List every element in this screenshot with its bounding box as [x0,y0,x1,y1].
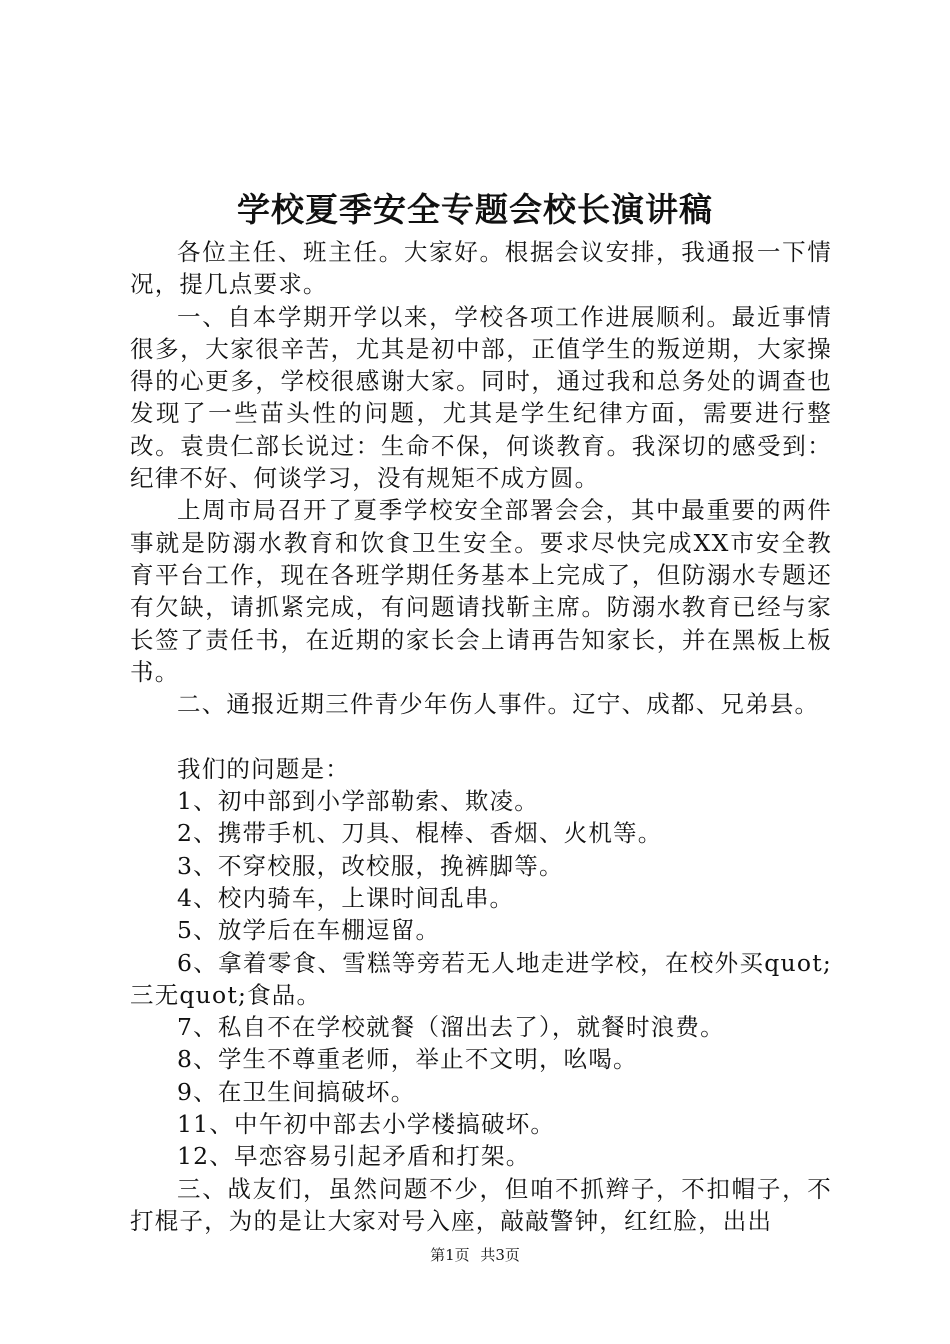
problem-item: 3、不穿校服，改校服，挽裤脚等。 [177,851,564,880]
document-body [130,236,832,1237]
problem-item: 9、在卫生间搞破坏。 [177,1077,416,1106]
paragraph-section-one: 一、自本学期开学以来，学校各项工作进展顺利。最近事情很多，大家很辛苦，尤其是初中部，正值学生的叛逆期，大家操得的心更多，学校很感谢大家。同时，通过我和总务处的调查也发现了一些苗头性的问题，尤其是学生纪律方面，需要进行整改。袁贵仁部长说过：生命不保，何谈教育。我深切的感受到：纪律不好、何谈学习，没有规矩不成方圆。 [130,302,832,493]
page-footer [0,1244,950,1266]
problem-item: 8、学生不尊重老师，举止不文明，吆喝。 [177,1045,638,1074]
paragraph-section-three: 三、战友们，虽然问题不少，但咱不抓辫子，不扣帽子，不打棍子，为的是让大家对号入座，敲敲警钟，红红脸，出出 [130,1174,832,1235]
problem-item: 6、拿着零食、雪糕等旁若无人地走进学校，在校外买quot;三无quot;食品。 [130,948,832,1009]
blank-line [130,720,832,752]
problem-item: 5、放学后在车棚逗留。 [177,916,441,945]
paragraph-section-two: 二、通报近期三件青少年伤人事件。辽宁、成都、兄弟县。 [177,690,820,719]
page-number: 第1页 [430,1246,470,1264]
problem-item: 4、校内骑车，上课时间乱串。 [177,883,515,912]
problem-item: 7、私自不在学校就餐（溜出去了），就餐时浪费。 [177,1013,725,1042]
problem-item: 11、中午初中部去小学楼搞破坏。 [177,1110,556,1139]
problem-item: 1、初中部到小学部勒索、欺凌。 [177,787,539,816]
paragraph-safety-meeting: 上周市局召开了夏季学校安全部署会会，其中最重要的两件事就是防溺水教育和饮食卫生安全。要求尽快完成XX市安全教育平台工作，现在各班学期任务基本上完成了，但防溺水专题还有欠缺，请抓紧完成，有问题请找靳主席。防溺水教育已经与家长签了责任书，在近期的家长会上请再告知家长，并在黑板上板书。 [130,496,832,686]
document-title: 学校夏季安全专题会校长演讲稿 [237,190,713,229]
problem-item: 12、早恋容易引起矛盾和打架。 [177,1142,531,1171]
problems-heading: 我们的问题是： [177,754,350,783]
problem-item: 2、携带手机、刀具、棍棒、香烟、火机等。 [177,819,663,848]
paragraph-greeting: 各位主任、班主任。大家好。根据会议安排，我通报一下情况，提几点要求。 [130,238,832,299]
page-total: 共3页 [480,1246,520,1264]
